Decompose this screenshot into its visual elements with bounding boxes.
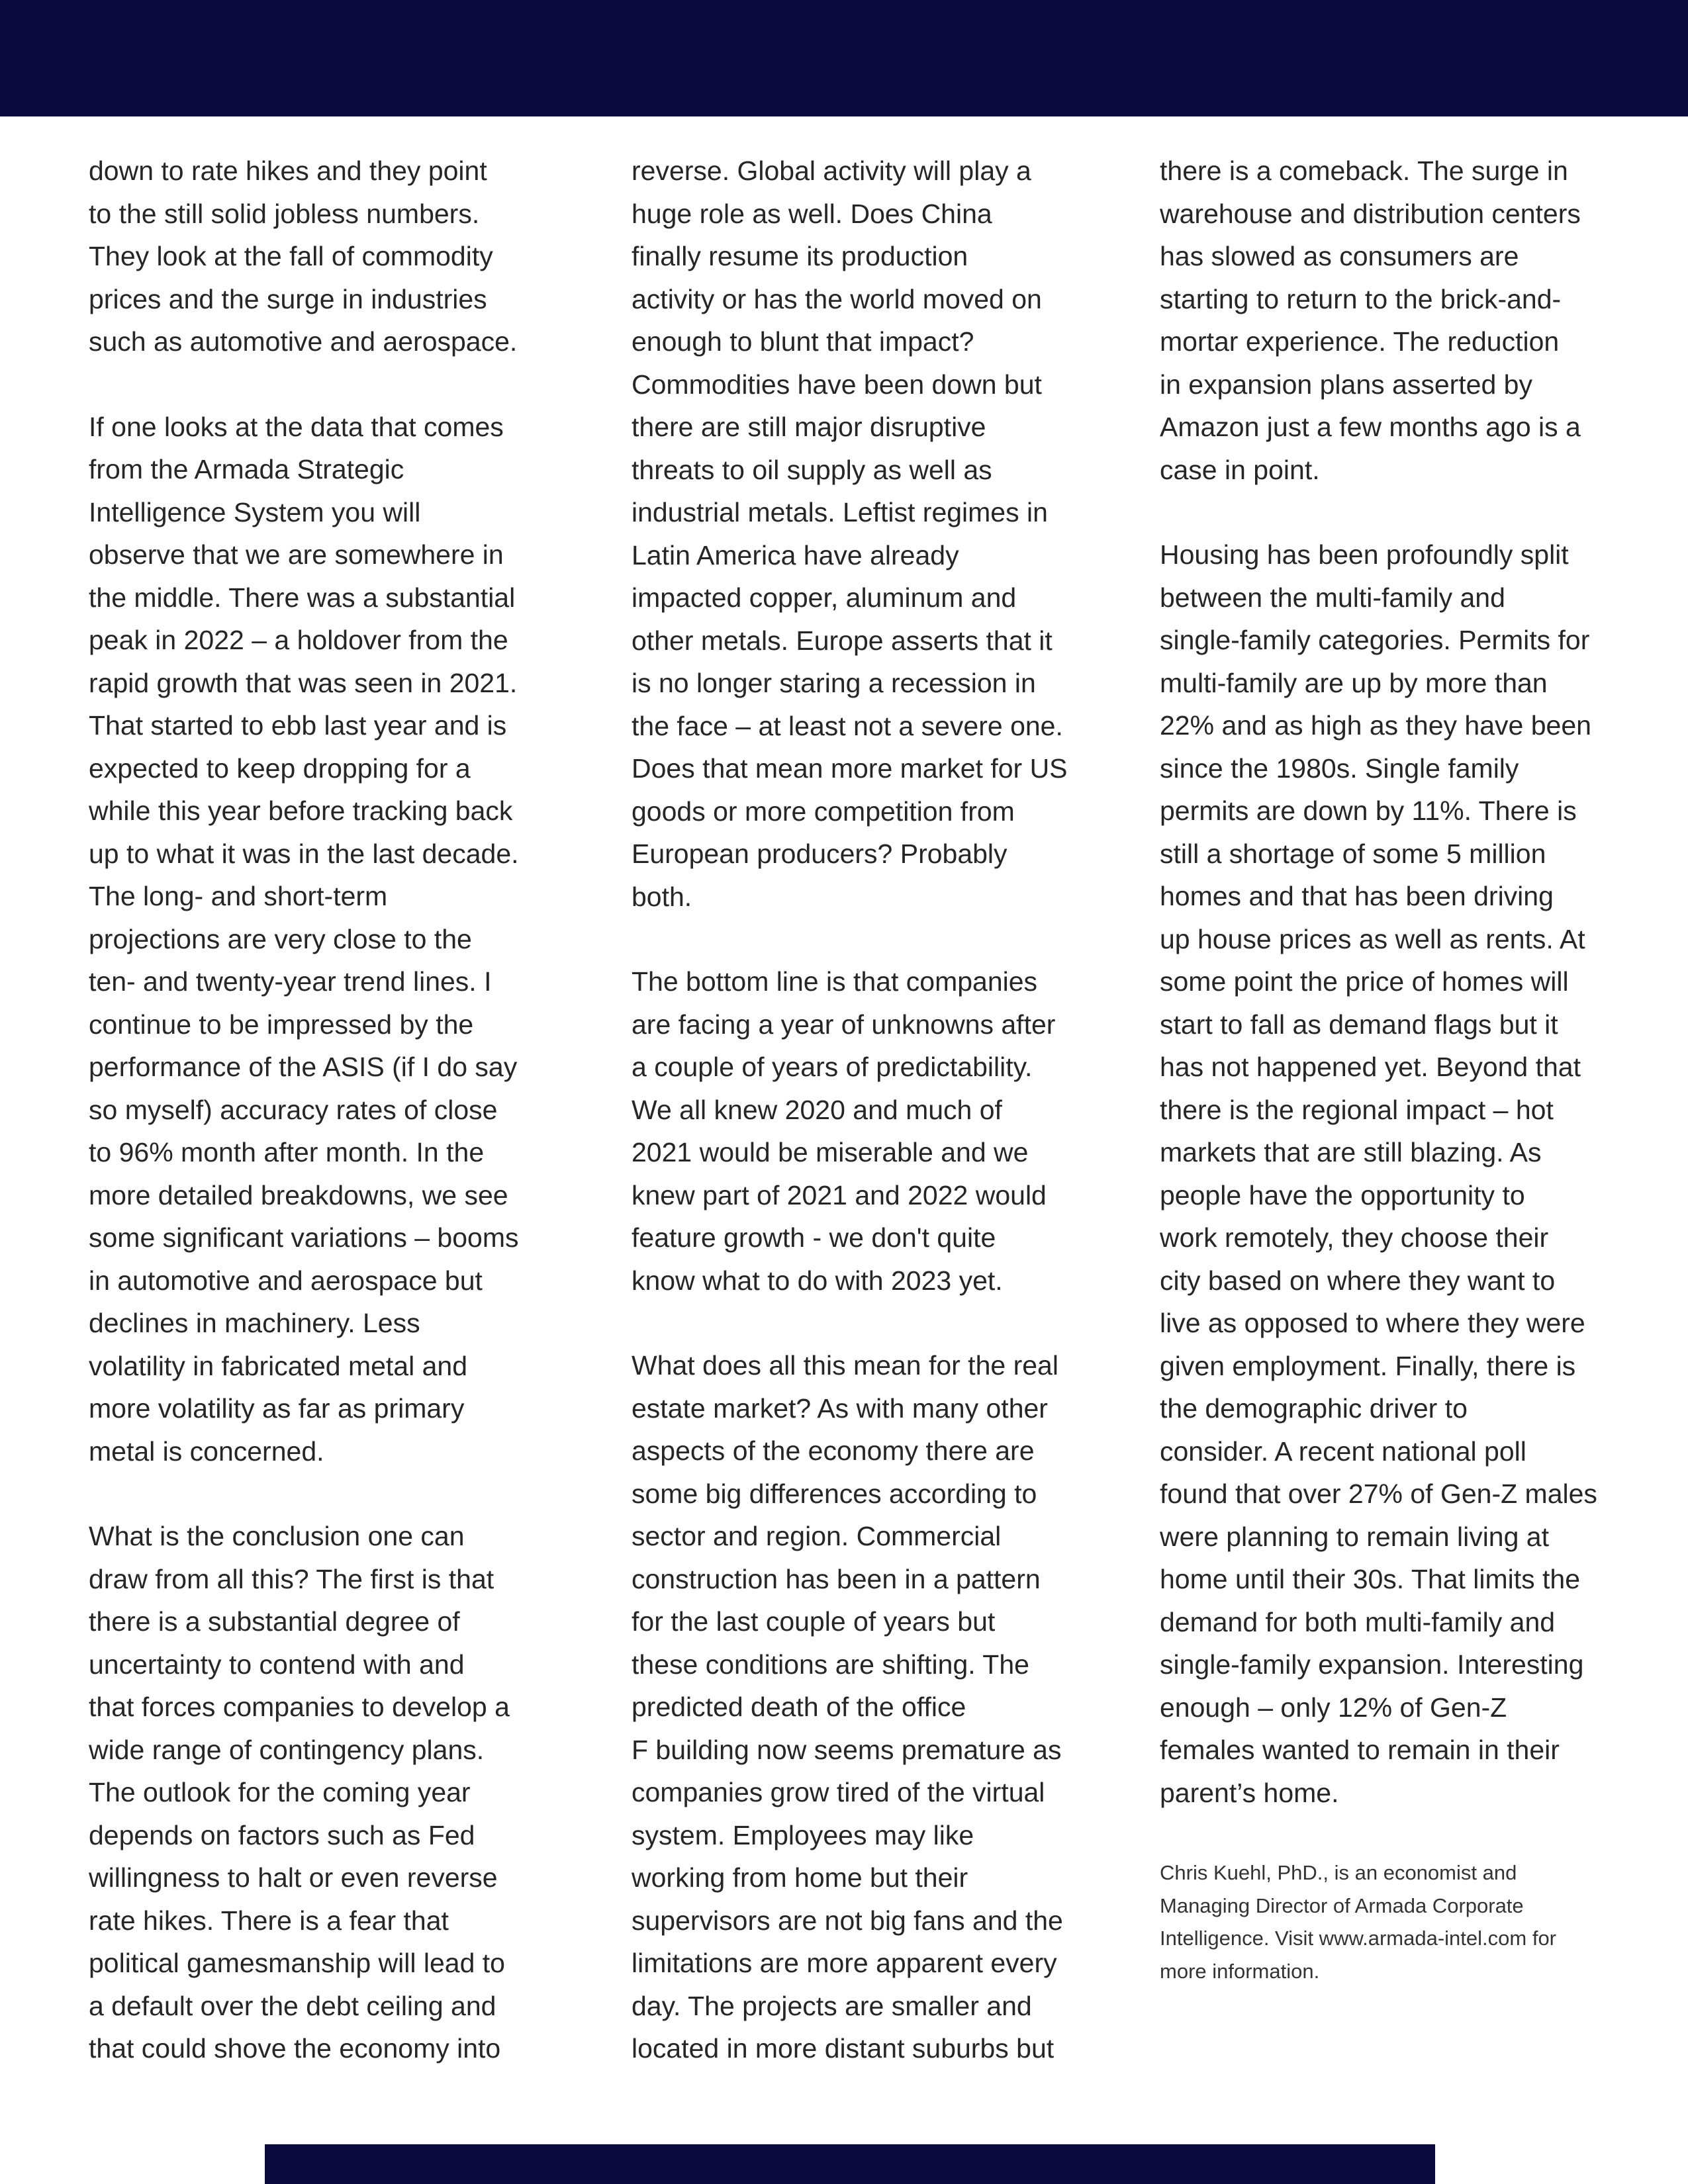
paragraph: there is a comeback. The surge in warehouse and distribution centers has slowed as consumers are starting to return to the brick-and- mortar experience. The reduction in expansion plans asserted by Amazon just a few months ago is a case in point. (1160, 156, 1581, 485)
article-column-3 (1160, 150, 1623, 1987)
article-column-2 (632, 150, 1095, 2113)
paragraph: The bottom line is that companies are facing a year of unknowns after a couple of years of predictability. We all knew 2020 and much of 2021 would be miserable and we knew part of 2021 and 2022 would feature growth - we don't quite know what to do with 2023 yet. (632, 966, 1056, 1296)
paragraph: What is the conclusion one can draw from all this? The first is that there is a substantial degree of uncertainty to contend with and that forces companies to develop a wide range of contingency plans. The outlook for the coming year depends on factors such as Fed willingness to halt or even reverse rate hikes. There is a fear that political gamesmanship will lead to a default over the debt ceiling and that could shove the economy into (89, 1521, 510, 2064)
paragraph: If one looks at the data that comes from the Armada Strategic Intelligence System you will observe that we are somewhere in the middle. There was a substantial peak in 2022 – a holdover from the rapid growth that was seen in 2021. That started to ebb last year and is expected to keep dropping for a while this year before tracking back up to what it was in the last decade. The long- and short-term projections are very close to the ten- and twenty-year trend lines. I continue to be impressed by the performance of the ASIS (if I do say so myself) accuracy rates of close to 96% month after month. In the more detailed breakdowns, we see some significant variations – booms in automotive and aerospace but declines in machinery. Less volatility in fabricated metal and more volatility as far as primary metal is concerned. (89, 411, 519, 1467)
footer-band (265, 2144, 1435, 2184)
paragraph: Housing has been profoundly split between the multi-family and single-family categories. Permits for multi-family are up by more than 22% and as high as they have been since the 1980s. Single family permits are down by 11%. There is still a shortage of some 5 million homes and that has been driving up house prices as well as rents. At some point the price of homes will start to fall as demand flags but it has not happened yet. Beyond that there is the regional impact – hot markets that are still blazing. As people have the opportunity to work remotely, they choose their city based on where they want to live as opposed to where they were given employment. Finally, there is the demographic driver to consider. A recent national poll found that over 27% of Gen-Z males were planning to remain living at home until their 30s. That limits the demand for both multi-family and single-family expansion. Interesting enough – only 12% of Gen-Z females wanted to remain in their parent’s home. (1160, 539, 1597, 1808)
paragraph: reverse. Global activity will play a huge role as well. Does China finally resume its production activity or has the world moved on enough to blunt that impact? Commodities have been down but there are still major disruptive threats to oil supply as well as industrial metals. Leftist regimes in Latin America have already impacted copper, aluminum and other metals. Europe asserts that it is no longer staring a recession in the face – at least not a severe one. Does that mean more market for US goods or more competition from European producers? Probably both. (632, 156, 1068, 912)
header-band (0, 0, 1688, 116)
paragraph: What does all this mean for the real estate market? As with many other aspects of the economy there are some big differences according to sector and region. Commercial construction has been in a pattern for the last couple of years but these conditions are shifting. The predicted death of the office F building now seems premature as companies grow tired of the virtual system. Employees may like working from home but their supervisors are not big fans and the limitations are more apparent every day. The projects are smaller and located in more distant suburbs but (632, 1350, 1063, 2064)
author-bio: Chris Kuehl, PhD., is an economist and Managing Director of Armada Corporate Intelligence. Visit www.armada-intel.com for more information. (1160, 1861, 1557, 1983)
paragraph: down to rate hikes and they point to the still solid jobless numbers. They look at the fall of commodity prices and the surge in industries such as automotive and aerospace. (89, 156, 518, 357)
article-column-1 (89, 150, 552, 2113)
